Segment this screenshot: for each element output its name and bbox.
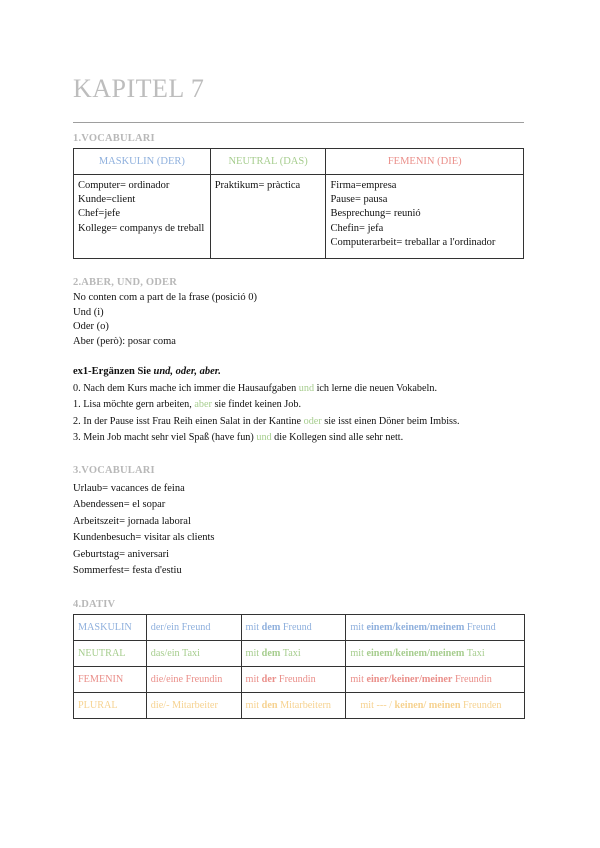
definite-dative-cell: [241, 615, 346, 641]
word: Computerarbeit= treballar a l'ordinador: [330, 236, 496, 248]
item-text: sie isst einen Döner beim Imbiss.: [321, 416, 460, 427]
item-text: 1. Lisa möchte gern arbeiten,: [73, 399, 195, 410]
rule-line: No conten com a part de la frase (posició 0): [73, 292, 257, 303]
noun: Taxi: [280, 648, 301, 659]
section-heading-dativ: 4.DATIV: [73, 599, 116, 610]
answer: und: [256, 432, 272, 443]
preposition: mit: [245, 674, 262, 685]
preposition: mit: [350, 648, 367, 659]
vocab-table: [73, 148, 524, 259]
word: Chefin= jefa: [330, 222, 384, 234]
word: Firma=empresa: [330, 180, 397, 191]
dative-article: keinen/ meinen: [394, 700, 461, 711]
dativ-row-maskulin: [74, 615, 525, 641]
item-text: sie findet keinen Job.: [211, 399, 302, 410]
vocab-line: Urlaub= vacances de feina: [73, 483, 185, 494]
word: Chef=jefe: [78, 208, 121, 220]
gender-cell: FEMENIN: [74, 667, 147, 693]
noun: Taxi: [464, 648, 485, 659]
word: Pause= pausa: [330, 194, 388, 206]
exercise-title-emphasis: und, oder, aber.: [153, 366, 221, 377]
answer: oder: [303, 416, 322, 427]
dative-article: dem: [261, 648, 281, 659]
word: Kollege= companys de treball: [78, 222, 205, 234]
exercise-item: [73, 416, 460, 427]
indefinite-dative-cell: [346, 641, 525, 667]
exercise-item: [73, 432, 403, 443]
word: Kunde=client: [78, 194, 136, 206]
noun: Freundin: [276, 674, 316, 685]
indefinite-dative-cell: [346, 667, 525, 693]
exercise-title: [73, 366, 221, 377]
dative-article: einer/keiner/meiner: [366, 674, 453, 685]
word: Besprechung= reunió: [330, 208, 421, 220]
dative-article: den: [261, 700, 278, 711]
indefinite-dative-cell: [346, 693, 525, 719]
exercise-item: [73, 399, 301, 410]
preposition: mit: [245, 622, 262, 633]
vocab-line: Kundenbesuch= visitar als clients: [73, 532, 215, 543]
answer: und: [298, 383, 315, 394]
header-femenin: FEMENIN (DIE): [326, 149, 524, 175]
item-text: 0. Nach dem Kurs mache ich immer die Hausaufgaben: [73, 383, 299, 394]
dative-article: einem/keinem/meinem: [366, 648, 465, 659]
dativ-row-femenin: [74, 667, 525, 693]
rule-line: Aber (però): posar coma: [73, 336, 176, 347]
vocab-line: Sommerfest= festa d'estiu: [73, 565, 182, 576]
vocab-line: Abendessen= el sopar: [73, 499, 166, 510]
definite-dative-cell: [241, 641, 346, 667]
definite-dative-cell: [241, 693, 346, 719]
preposition: mit: [245, 700, 262, 711]
preposition: mit: [245, 648, 262, 659]
item-text: 3. Mein Job macht sehr viel Spaß (have fun): [73, 432, 257, 443]
neutral-words: [210, 175, 326, 259]
section-heading-vocabulari-3: 3.VOCABULARI: [73, 465, 155, 476]
answer: aber: [194, 399, 212, 410]
indefinite-dative-cell: [346, 615, 525, 641]
header-maskulin: MASKULIN (DER): [74, 149, 211, 175]
exercise-title-prefix: ex1-Ergänzen Sie: [73, 366, 154, 377]
article-cell: die/- Mitarbeiter: [146, 693, 241, 719]
femenin-words: [326, 175, 524, 259]
header-neutral: NEUTRAL (DAS): [210, 149, 326, 175]
maskulin-words: [74, 175, 211, 259]
definite-dative-cell: [241, 667, 346, 693]
vocab-line: Geburtstag= aniversari: [73, 549, 170, 560]
noun: Freunden: [460, 700, 502, 711]
noun: Freundin: [452, 674, 492, 685]
item-text: ich lerne die neuen Vokabeln.: [314, 383, 437, 394]
dative-article: einem/keinem/meinem: [366, 622, 465, 633]
section-heading-vocabulari-1: 1.VOCABULARI: [73, 133, 155, 144]
noun: Mitarbeitern: [277, 700, 331, 711]
rule-line: Und (i): [73, 307, 104, 318]
section-heading-aber-und-oder: 2.ABER, UND, ODER: [73, 277, 178, 288]
page-title: KAPITEL 7: [73, 74, 205, 103]
item-text: die Kollegen sind alle sehr nett.: [271, 432, 404, 443]
preposition: mit: [350, 674, 367, 685]
preposition: mit: [350, 622, 367, 633]
article-cell: der/ein Freund: [146, 615, 241, 641]
noun: Freund: [280, 622, 312, 633]
item-text: 2. In der Pause isst Frau Reih einen Salat in der Kantine: [73, 416, 304, 427]
dative-article: der: [261, 674, 277, 685]
rule-line: Oder (o): [73, 321, 109, 332]
exercise-item: [73, 383, 437, 394]
article-cell: das/ein Taxi: [146, 641, 241, 667]
dativ-table: [73, 614, 525, 719]
noun: Freund: [464, 622, 496, 633]
gender-cell: NEUTRAL: [74, 641, 147, 667]
dative-article: dem: [261, 622, 281, 633]
article-cell: die/eine Freundin: [146, 667, 241, 693]
dativ-row-plural: [74, 693, 525, 719]
gender-cell: PLURAL: [74, 693, 147, 719]
vocab-line: Arbeitszeit= jornada laboral: [73, 516, 191, 527]
dativ-row-neutral: [74, 641, 525, 667]
preposition: mit --- /: [360, 700, 395, 711]
title-divider: [73, 122, 524, 123]
word: Praktikum= pràctica: [214, 180, 301, 191]
gender-cell: MASKULIN: [74, 615, 147, 641]
word: Computer= ordinador: [78, 180, 170, 191]
